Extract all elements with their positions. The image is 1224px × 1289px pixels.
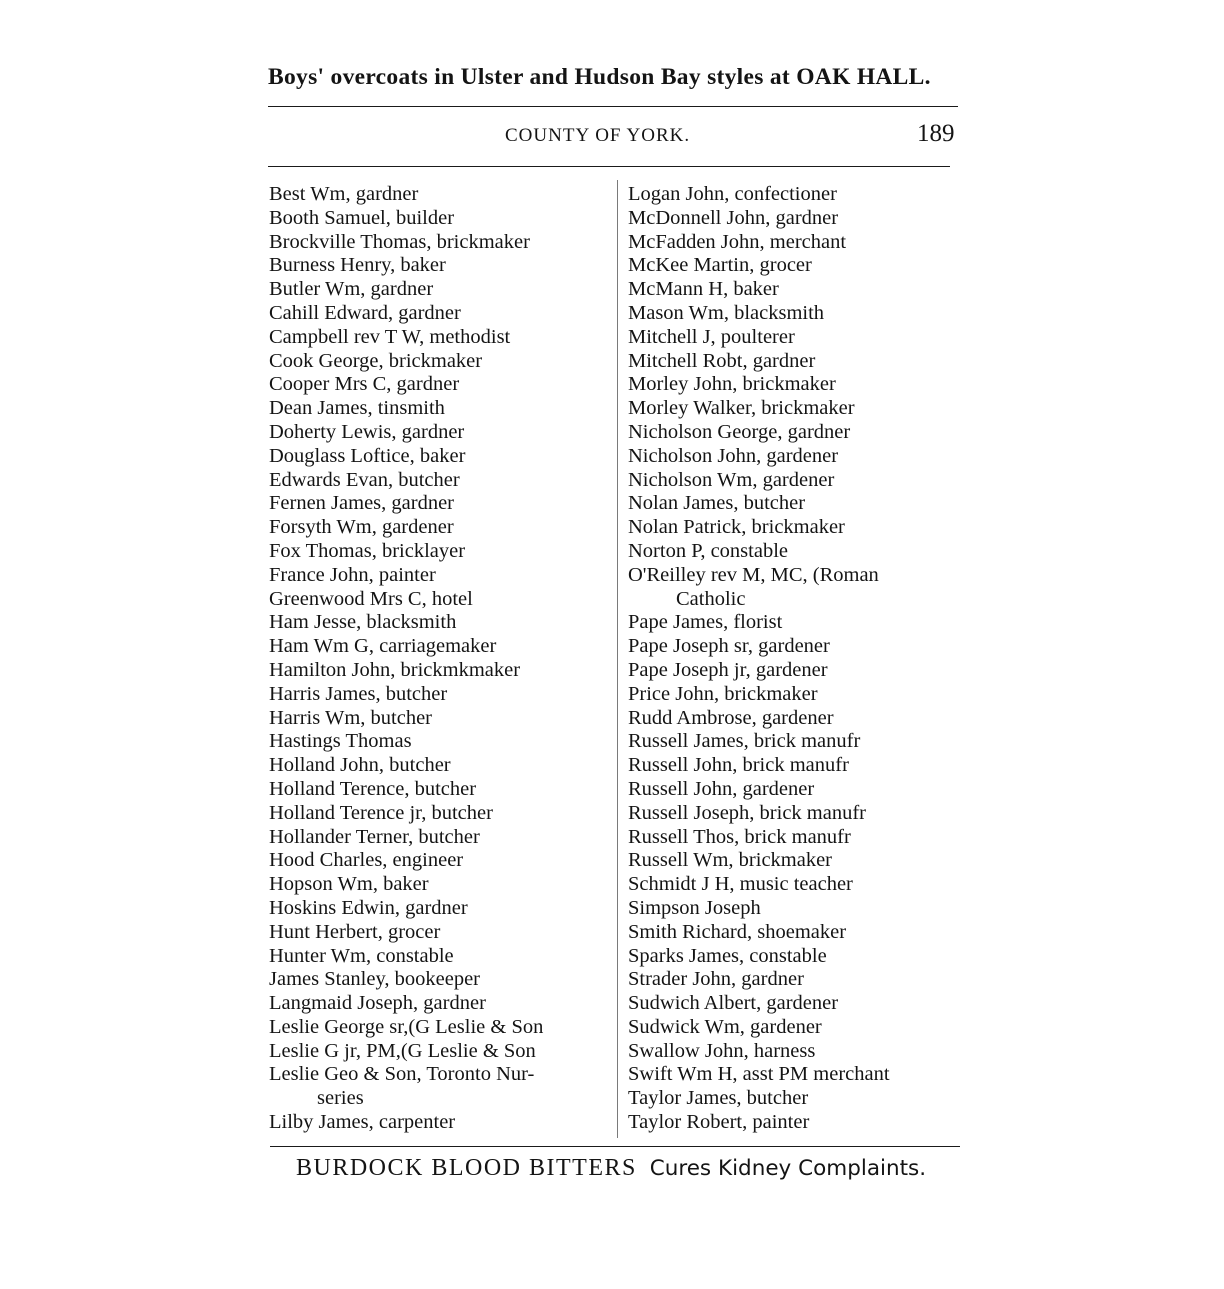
directory-entry	[628, 516, 968, 540]
directory-entry	[628, 707, 968, 731]
entry-text: Russell Wm, brickmaker	[628, 849, 833, 872]
directory-entry	[269, 445, 609, 469]
directory-entry	[628, 826, 968, 850]
entry-text: Cooper Mrs C, gardner	[269, 373, 460, 396]
directory-entry	[269, 1040, 609, 1064]
directory-entry	[628, 540, 968, 564]
directory-entry	[628, 278, 968, 302]
directory-entry	[269, 635, 609, 659]
directory-entry	[269, 945, 609, 969]
directory-entry	[628, 397, 968, 421]
entry-text: Sparks James, constable	[628, 944, 827, 967]
entry-text: Swallow John, harness	[628, 1039, 816, 1062]
directory-entry	[269, 659, 609, 683]
directory-entry	[269, 826, 609, 850]
entry-text: Sudwick Wm, gardener	[628, 1015, 822, 1038]
entry-text: Hollander Terner, butcher	[269, 825, 480, 848]
directory-entry	[269, 326, 609, 350]
directory-entry	[628, 207, 968, 231]
directory-entry	[628, 778, 968, 802]
directory-entry	[269, 302, 609, 326]
entry-text: Sudwich Albert, gardener	[628, 992, 839, 1015]
directory-entry	[628, 968, 968, 992]
entry-text: McFadden John, merchant	[628, 230, 847, 253]
directory-entry	[628, 802, 968, 826]
directory-entry	[628, 373, 968, 397]
directory-entry	[628, 254, 968, 278]
entry-text: Harris James, butcher	[269, 682, 448, 705]
entry-text: Nicholson John, gardener	[628, 444, 839, 467]
directory-entry	[628, 945, 968, 969]
entry-text: Logan John, confectioner	[628, 183, 837, 205]
entry-text: McKee Martin, grocer	[628, 254, 812, 277]
directory-entry	[628, 683, 968, 707]
entry-text: Russell James, brick manufr	[628, 730, 861, 753]
entry-text: Hastings Thomas	[269, 730, 412, 753]
entry-text: Pape Joseph sr, gardener	[628, 635, 830, 658]
directory-entry	[269, 492, 609, 516]
directory-entry	[628, 421, 968, 445]
directory-entry	[628, 1040, 968, 1064]
entry-text: Hopson Wm, baker	[269, 873, 429, 896]
entry-text: Ham Jesse, blacksmith	[269, 611, 457, 634]
entry-text: Hood Charles, engineer	[269, 849, 464, 872]
directory-entry	[628, 873, 968, 897]
entry-text: Nicholson George, gardner	[628, 420, 851, 443]
directory-entry	[269, 540, 609, 564]
entry-text: Best Wm, gardner	[269, 183, 419, 205]
entry-text: Greenwood Mrs C, hotel	[269, 587, 473, 610]
directory-entry	[269, 707, 609, 731]
entry-text: Ham Wm G, carriagemaker	[269, 635, 497, 658]
directory-entry	[628, 231, 968, 255]
directory-entry	[269, 373, 609, 397]
page-number: 189	[917, 120, 955, 147]
directory-entry	[269, 397, 609, 421]
directory-entry	[628, 326, 968, 350]
entry-text: Swift Wm H, asst PM merchant	[628, 1063, 890, 1086]
entry-text: Leslie G jr, PM,(G Leslie & Son	[269, 1039, 536, 1062]
directory-entry	[269, 873, 609, 897]
entry-text: Leslie Geo & Son, Toronto Nur-	[269, 1063, 535, 1086]
directory-entry	[269, 683, 609, 707]
advertisement-brand: BURDOCK BLOOD BITTERS	[296, 1155, 637, 1181]
directory-entry	[628, 183, 968, 207]
directory-entry	[269, 1016, 609, 1040]
entry-text: Langmaid Joseph, gardner	[269, 992, 486, 1015]
footer-rule	[270, 1146, 960, 1147]
directory-entry	[628, 469, 968, 493]
directory-entry	[269, 611, 609, 635]
entry-text: Nolan Patrick, brickmaker	[628, 516, 845, 539]
entry-text: Hamilton John, brickmkmaker	[269, 658, 521, 681]
entry-text: Taylor Robert, painter	[628, 1111, 810, 1134]
directory-entry	[269, 1111, 609, 1135]
directory-entry	[628, 921, 968, 945]
entry-text: Cook George, brickmaker	[269, 349, 483, 372]
directory-entry	[628, 302, 968, 326]
directory-entry	[628, 611, 968, 635]
directory-entry	[628, 1063, 968, 1087]
entry-text: Lilby James, carpenter	[269, 1111, 456, 1134]
directory-entry	[269, 730, 609, 754]
directory-entry	[269, 968, 609, 992]
entry-text: Rudd Ambrose, gardener	[628, 706, 834, 729]
entry-text: Price John, brickmaker	[628, 682, 818, 705]
entry-text: Fox Thomas, bricklayer	[269, 539, 466, 562]
entry-text: McDonnell John, gardner	[628, 206, 839, 229]
directory-entry	[269, 802, 609, 826]
entry-text: Fernen James, gardner	[269, 492, 455, 515]
entry-text: Hunt Herbert, grocer	[269, 920, 441, 943]
directory-entry	[628, 849, 968, 873]
entry-text: Russell Thos, brick manufr	[628, 825, 851, 848]
entry-text: Douglass Loftice, baker	[269, 444, 466, 467]
entry-text: Smith Richard, shoemaker	[628, 920, 847, 943]
entry-text: Morley Walker, brickmaker	[628, 397, 855, 420]
entry-text: Cahill Edward, gardner	[269, 301, 461, 324]
directory-entry	[628, 897, 968, 921]
entry-text: Dean James, tinsmith	[269, 397, 445, 420]
entry-text: Russell Joseph, brick manufr	[628, 801, 866, 824]
entry-text: Booth Samuel, builder	[269, 206, 455, 229]
entry-text: France John, painter	[269, 563, 436, 586]
entry-continuation: Catholic	[676, 587, 746, 610]
directory-entry	[269, 921, 609, 945]
directory-entry	[269, 183, 609, 207]
entry-text: Russell John, brick manufr	[628, 754, 849, 777]
entry-text: O'Reilley rev M, MC, (Roman	[628, 563, 879, 586]
entry-text: McMann H, baker	[628, 278, 779, 301]
directory-entry	[628, 730, 968, 754]
entry-text: Russell John, gardener	[628, 777, 815, 800]
entry-text: Campbell rev T W, methodist	[269, 325, 511, 348]
entry-text: Mitchell J, poulterer	[628, 325, 795, 348]
entry-text: Butler Wm, gardner	[269, 278, 434, 301]
entry-text: Edwards Evan, butcher	[269, 468, 460, 491]
right-directory-column	[628, 183, 968, 1135]
column-divider	[617, 180, 618, 1138]
entry-text: Forsyth Wm, gardener	[269, 516, 454, 539]
directory-entry	[269, 754, 609, 778]
entry-text: Pape Joseph jr, gardener	[628, 658, 828, 681]
entry-text: Morley John, brickmaker	[628, 373, 836, 396]
directory-entry	[628, 992, 968, 1016]
directory-entry	[628, 492, 968, 516]
directory-entry	[269, 207, 609, 231]
entry-text: Mason Wm, blacksmith	[628, 301, 825, 324]
entry-text: Brockville Thomas, brickmaker	[269, 230, 530, 253]
entry-text: Nolan James, butcher	[628, 492, 806, 515]
entry-text: Holland John, butcher	[269, 754, 451, 777]
entry-text: Norton P, constable	[628, 539, 788, 562]
entry-text: Hoskins Edwin, gardner	[269, 896, 468, 919]
top-advertisement: Boys' overcoats in Ulster and Hudson Bay styles at OAK HALL.	[268, 64, 931, 90]
directory-entry	[269, 992, 609, 1016]
entry-text: Pape James, florist	[628, 611, 783, 634]
bottom-advertisement	[296, 1155, 956, 1182]
directory-entry	[269, 469, 609, 493]
directory-entry	[269, 516, 609, 540]
directory-entry	[269, 421, 609, 445]
directory-entry	[628, 445, 968, 469]
directory-entry	[269, 778, 609, 802]
entry-text: Schmidt J H, music teacher	[628, 873, 853, 896]
directory-entry	[269, 350, 609, 374]
directory-entry	[269, 278, 609, 302]
entry-continuation: series	[317, 1087, 364, 1110]
directory-entry	[269, 849, 609, 873]
advertisement-slogan: Cures Kidney Complaints.	[649, 1156, 927, 1181]
entry-text: Mitchell Robt, gardner	[628, 349, 816, 372]
top-rule	[268, 106, 958, 107]
running-head: COUNTY OF YORK.	[505, 125, 691, 146]
directory-entry	[628, 1087, 968, 1111]
directory-entry	[628, 754, 968, 778]
entry-text: Burness Henry, baker	[269, 254, 446, 277]
entry-text: James Stanley, bookeeper	[269, 968, 481, 991]
directory-entry	[628, 564, 968, 612]
entry-text: Doherty Lewis, gardner	[269, 420, 465, 443]
directory-entry	[628, 1016, 968, 1040]
entry-text: Leslie George sr,(G Leslie & Son	[269, 1015, 544, 1038]
entry-text: Holland Terence, butcher	[269, 777, 477, 800]
directory-entry	[269, 254, 609, 278]
entry-text: Holland Terence jr, butcher	[269, 801, 493, 824]
directory-entry	[269, 231, 609, 255]
entry-text: Strader John, gardner	[628, 968, 804, 991]
entry-text: Harris Wm, butcher	[269, 706, 432, 729]
directory-entry	[628, 350, 968, 374]
directory-entry	[269, 564, 609, 588]
header-rule	[268, 166, 950, 167]
directory-entry	[269, 897, 609, 921]
entry-text: Simpson Joseph	[628, 896, 761, 919]
left-directory-column	[269, 183, 609, 1135]
directory-entry	[628, 659, 968, 683]
entry-text: Hunter Wm, constable	[269, 944, 454, 967]
directory-entry	[269, 1063, 609, 1111]
entry-text: Nicholson Wm, gardener	[628, 468, 835, 491]
directory-entry	[269, 588, 609, 612]
directory-entry	[628, 635, 968, 659]
directory-entry	[628, 1111, 968, 1135]
entry-text: Taylor James, butcher	[628, 1087, 809, 1110]
